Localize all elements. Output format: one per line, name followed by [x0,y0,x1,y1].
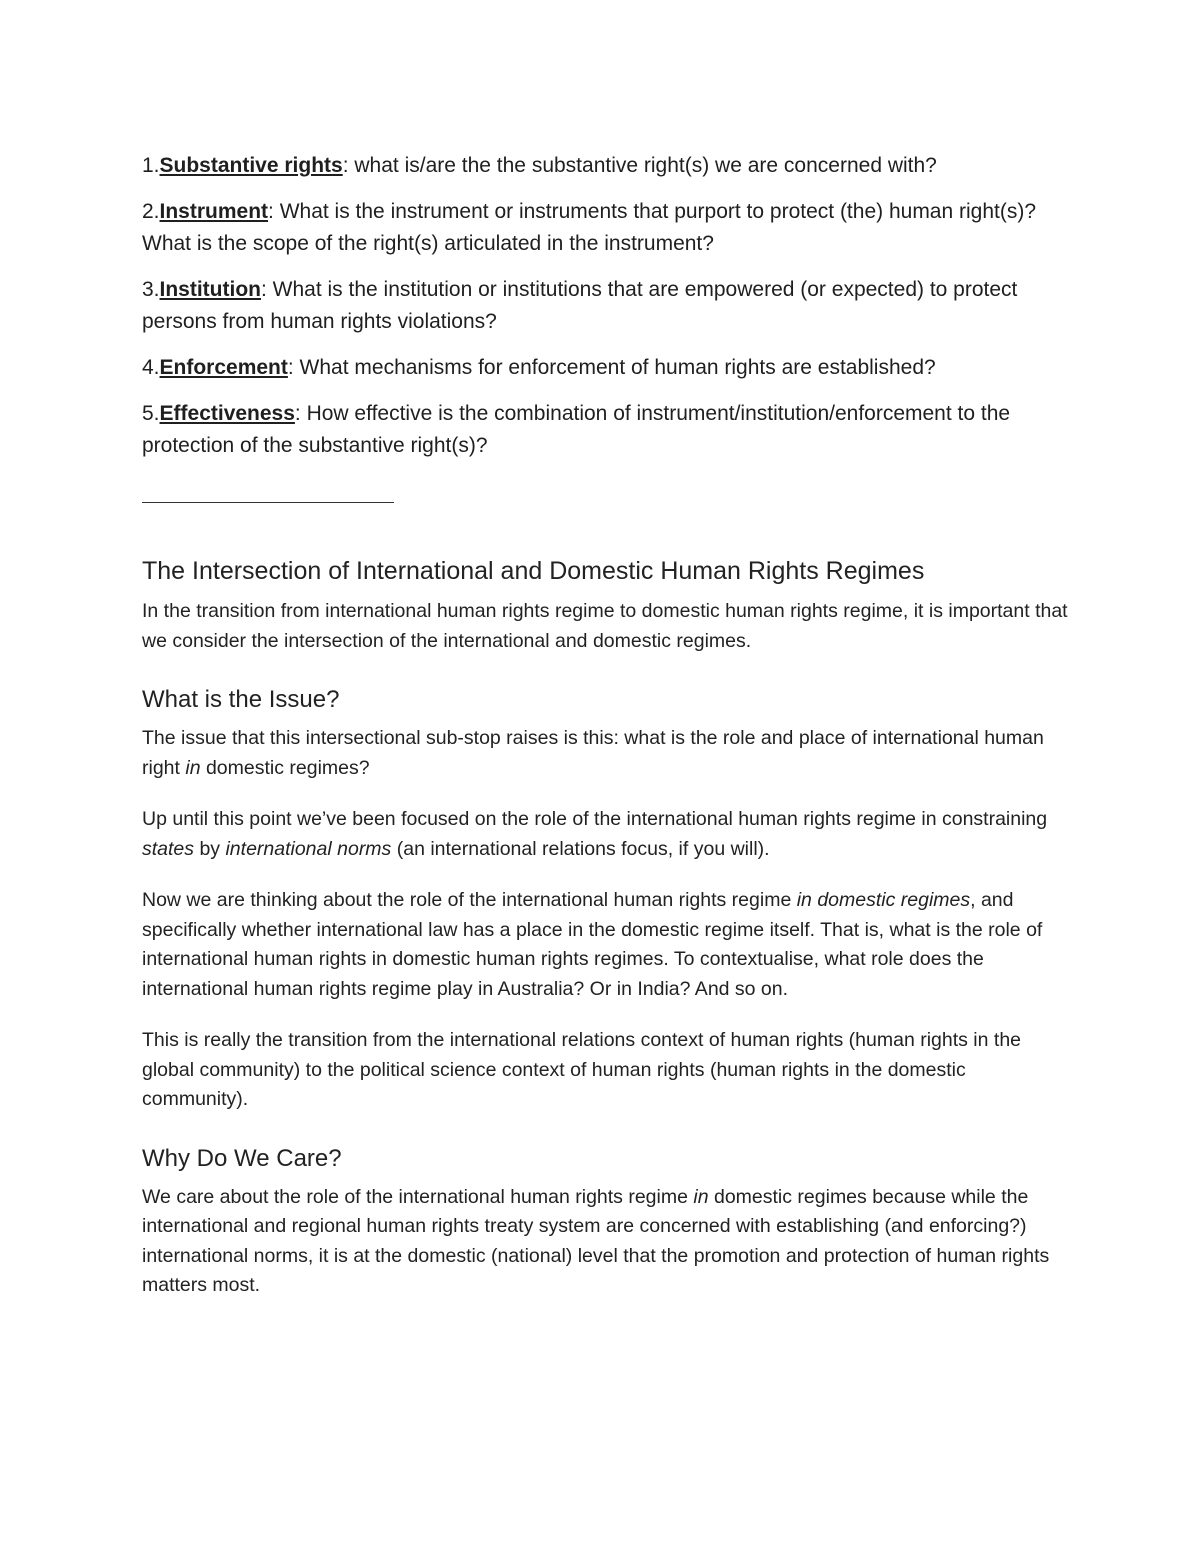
item-text: : How effective is the combination of instrument/institution/enforcement to the protection of the substantive right(s)? [142,402,1011,457]
item-text: : What mechanisms for enforcement of human rights are established? [287,356,936,379]
item-term: Enforcement [159,356,288,379]
section-intro: In the transition from international human rights regime to domestic human rights regime, it is important that we consider the intersection of the international and domestic regimes. [142,600,1068,652]
document-body [142,150,1072,1323]
item-number: 1. [142,154,160,177]
issue-paragraph: The issue that this intersectional sub-stop raises is this: what is the role and place of international human right in domestic regimes? [142,727,1044,779]
care-heading: Why Do We Care? [142,1144,342,1172]
issue-paragraph: Now we are thinking about the role of the international human rights regime in domestic regimes, and specifically whether international law has a place in the domestic regime itself. That is, what is the role of international human rights in domestic human rights regimes. To contextualise, what role does the international human rights regime play in Australia? Or in India? And so on. [142,889,1043,1000]
item-number: 5. [142,402,160,425]
care-paragraph: We care about the role of the international human rights regime in domestic regimes because while the international and regional human rights treaty system are concerned with establishing (and enforcing?) international norms, it is at the domestic (national) level that the promotion and protection of human rights matters most. [142,1185,1050,1296]
list-item [142,150,1072,182]
item-term: Institution [159,278,261,301]
horizontal-divider [142,502,394,503]
item-number: 2. [142,200,160,223]
item-text: : What is the instrument or instruments that purport to protect (the) human right(s)? What is the scope of the right(s) articulated in the instrument? [142,200,1037,255]
issue-heading: What is the Issue? [142,686,340,713]
list-item [142,352,1072,384]
issue-paragraph: Up until this point we’ve been focused on the role of the international human rights regime in constraining states by international norms (an international relations focus, if you will). [142,808,1048,860]
item-text: : What is the institution or institutions that are empowered (or expected) to protect persons from human rights violations? [142,278,1018,333]
item-text: : what is/are the the substantive right(s) we are concerned with? [342,154,937,177]
item-term: Effectiveness [159,402,295,425]
item-number: 4. [142,356,160,379]
item-term: Substantive rights [159,154,343,177]
item-term: Instrument [159,200,269,223]
criteria-list [142,150,1072,462]
issue-paragraph: This is really the transition from the international relations context of human rights (human rights in the global community) to the political science context of human rights (human rights in the domestic community). [142,1029,1022,1110]
list-item [142,196,1072,260]
list-item [142,274,1072,338]
section-title: The Intersection of International and Domestic Human Rights Regimes [142,557,925,585]
item-number: 3. [142,278,160,301]
list-item [142,398,1072,462]
